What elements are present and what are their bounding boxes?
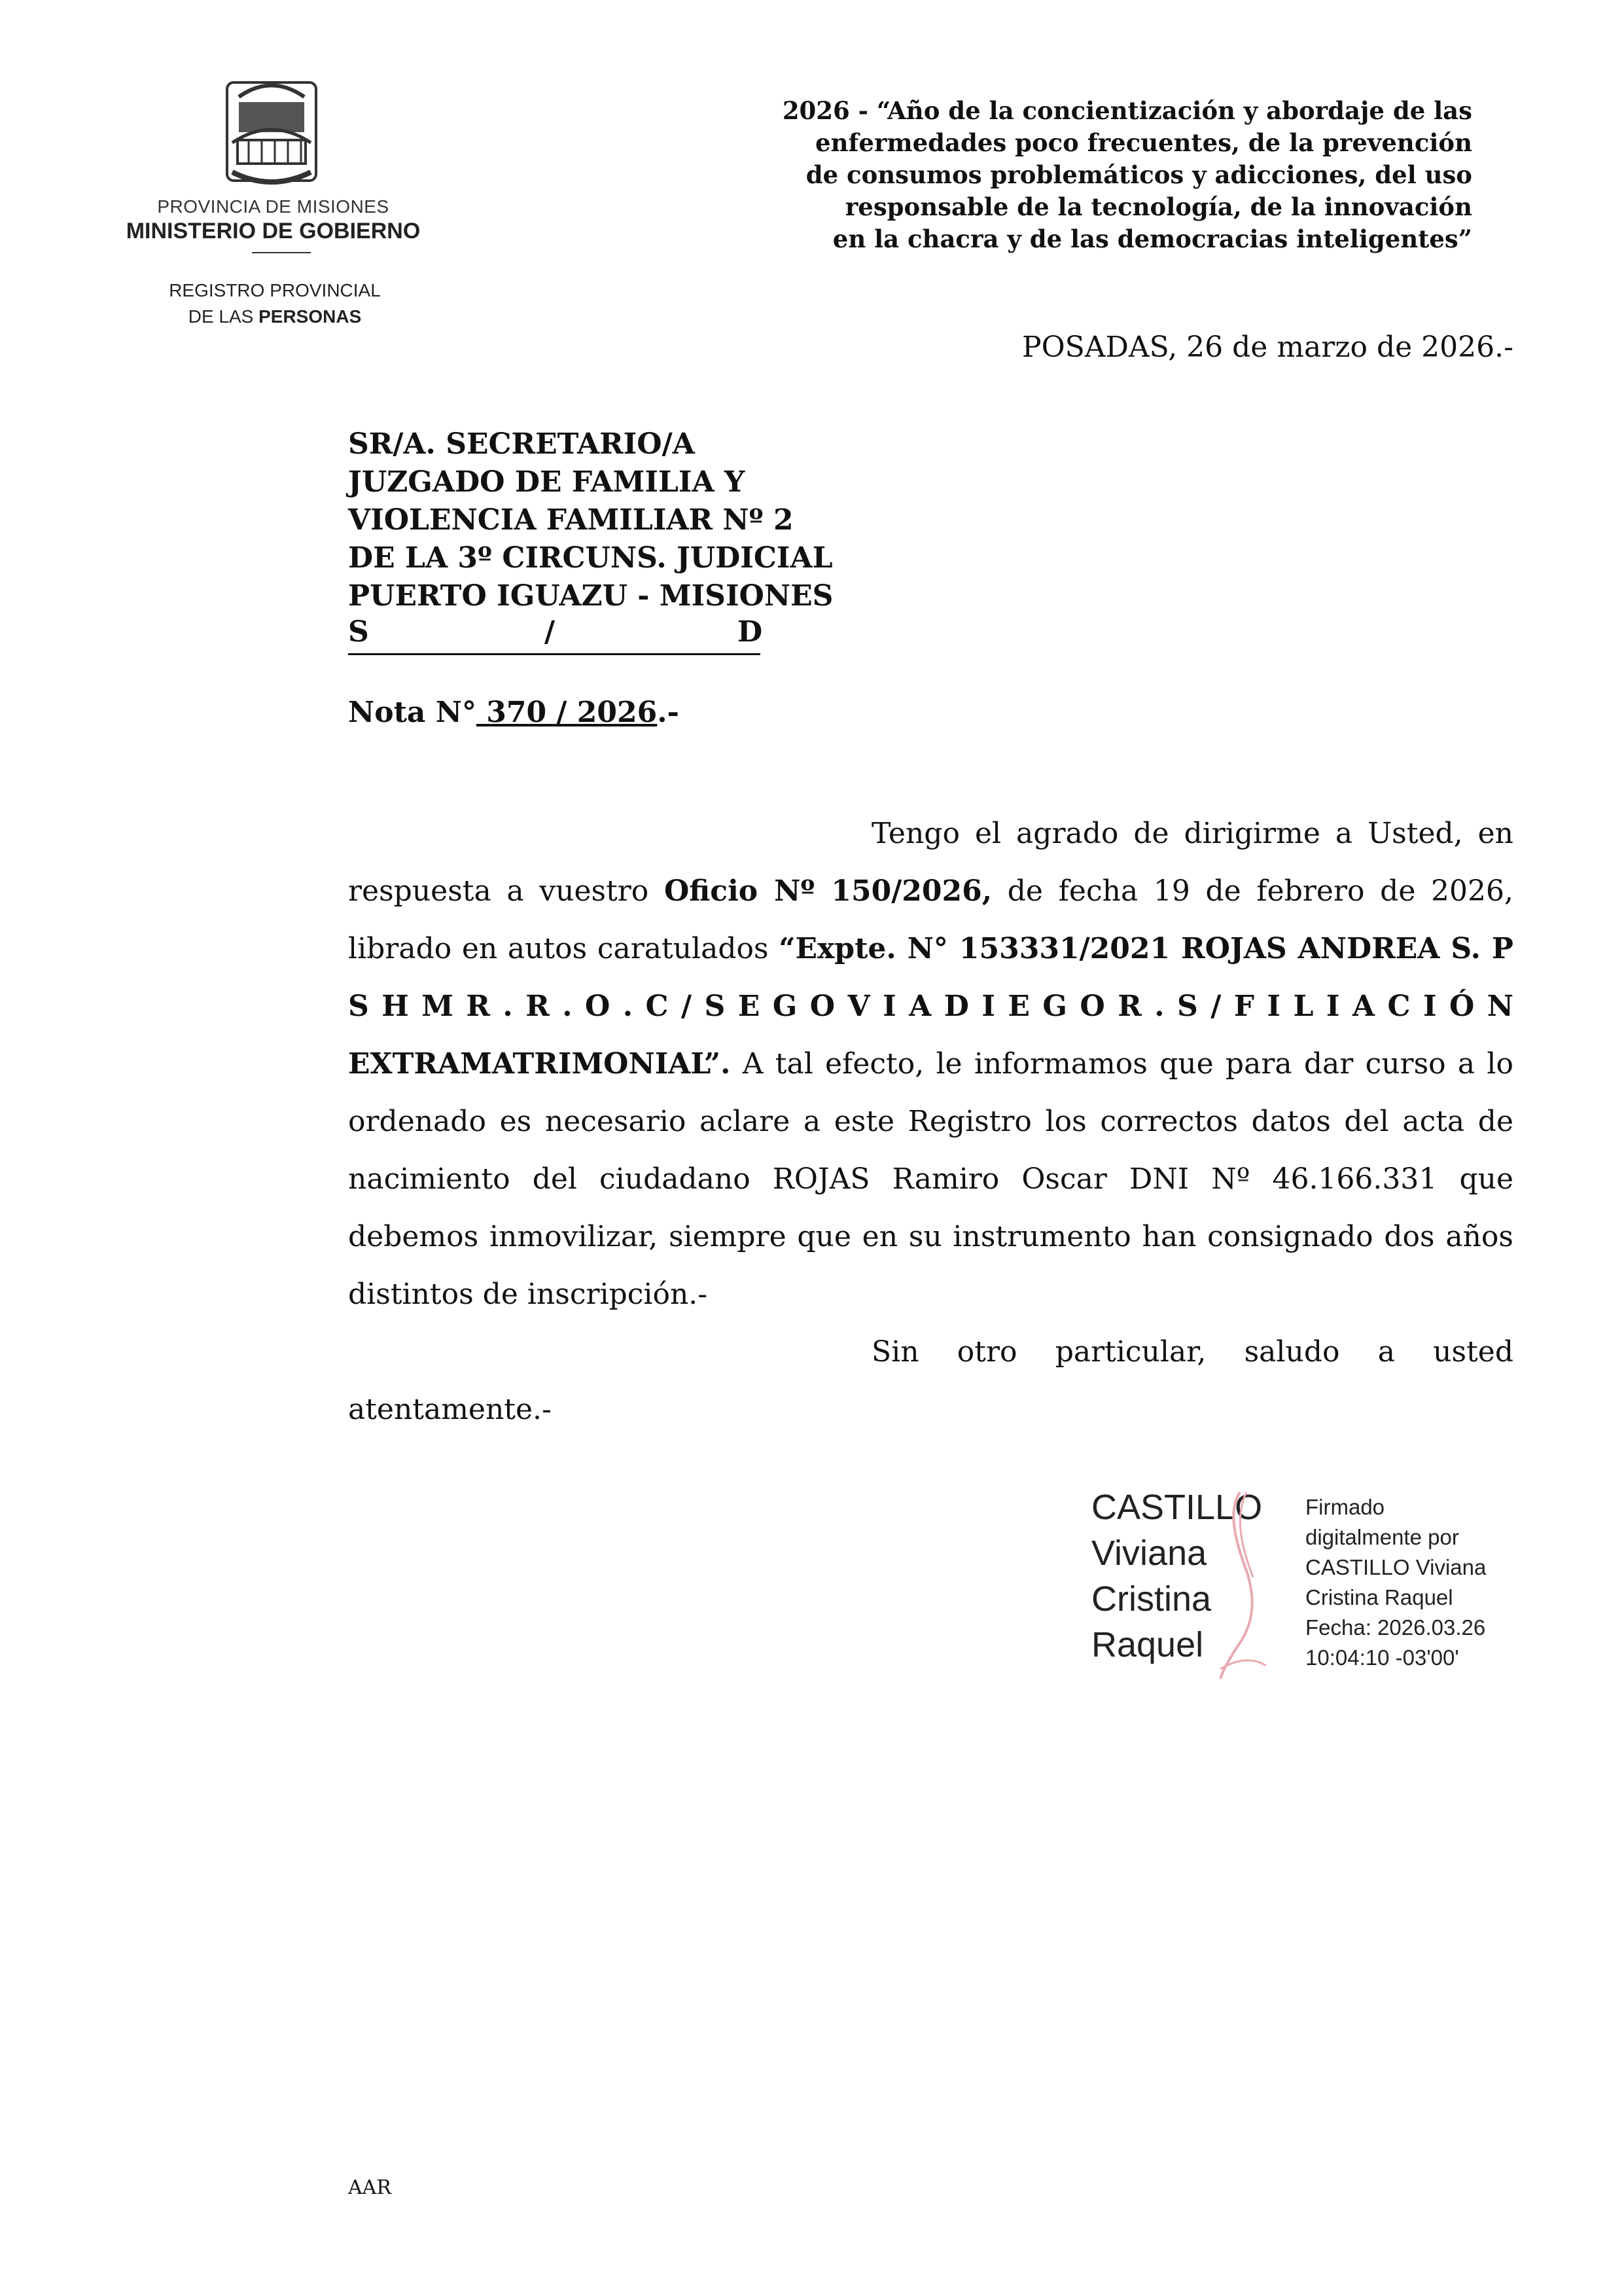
registry-line-2: DE LAS PERSONAS bbox=[188, 306, 362, 327]
header-divider bbox=[252, 252, 311, 253]
body-paragraph-1: Tengo el agrado de dirigirme a Usted, en respuesta a vuestro Oficio Nº 150/2026, de fecha 19 de febrero de 2026, librado en autos caratulados “Expte. N° 153331/2021 ROJAS ANDREA S. P S H M R . R . O . C / S E G O V I A D I E G O R . S / F I L I A C I Ó N EXTRAMATRIMONIAL”. A tal efecto, le informamos que para dar curso a lo ordenado es necesario aclare a este Registro los correctos datos del acta de nacimiento del ciudadano ROJAS Ramiro Oscar DNI Nº 46.166.331 que debemos inmovilizar, siempre que en su instrumento han consignado dos años distintos de inscripción.- bbox=[348, 817, 1514, 1311]
addressee-line: VIOLENCIA FAMILIAR Nº 2 bbox=[348, 503, 794, 537]
letter-date: POSADAS, 26 de marzo de 2026.- bbox=[1021, 331, 1513, 364]
addressee-block bbox=[348, 425, 833, 615]
motto-line: de consumos problemáticos y adicciones, del uso bbox=[805, 160, 1472, 189]
motto-line: en la chacra y de las democracias inteligentes” bbox=[832, 224, 1472, 253]
sd-s: S bbox=[348, 615, 369, 649]
sd-d: D bbox=[737, 615, 763, 649]
motto-line: 2026 - “Año de la concientización y abordaje de las bbox=[782, 96, 1472, 125]
sd-line bbox=[348, 615, 763, 655]
typist-initials: AAR bbox=[348, 2176, 391, 2199]
signature-details: Firmado digitalmente por CASTILLO Viviana Cristina Raquel Fecha: 2026.03.26 10:04:10 -03'00' bbox=[1305, 1495, 1487, 1670]
addressee-line: SR/A. SECRETARIO/A bbox=[348, 427, 695, 461]
sd-slash: / bbox=[544, 615, 556, 649]
addressee-line: JUZGADO DE FAMILIA Y bbox=[348, 465, 745, 499]
digital-signature-mark-icon bbox=[1201, 1486, 1273, 1682]
body-paragraph-2: Sin otro particular, saludo a usted atentamente.- bbox=[348, 1335, 1513, 1426]
note-number: Nota N° 370 / 2026.- bbox=[348, 696, 679, 729]
motto-line: responsable de la tecnología, de la innovación bbox=[845, 192, 1472, 221]
addressee-line: DE LA 3º CIRCUNS. JUDICIAL bbox=[348, 541, 833, 575]
province-name: PROVINCIA DE MISIONES bbox=[157, 196, 389, 217]
motto-line: enfermedades poco frecuentes, de la prevención bbox=[815, 128, 1472, 157]
signer-name: CASTILLO Viviana Cristina Raquel bbox=[1091, 1488, 1263, 1664]
addressee-line: PUERTO IGUAZU - MISIONES bbox=[348, 579, 834, 613]
ministry-name: MINISTERIO DE GOBIERNO bbox=[126, 219, 421, 243]
year-motto bbox=[694, 95, 1472, 255]
provincial-seal-icon bbox=[213, 77, 330, 192]
letter-body bbox=[348, 805, 1513, 1439]
registry-line-1: REGISTRO PROVINCIAL bbox=[169, 280, 381, 300]
